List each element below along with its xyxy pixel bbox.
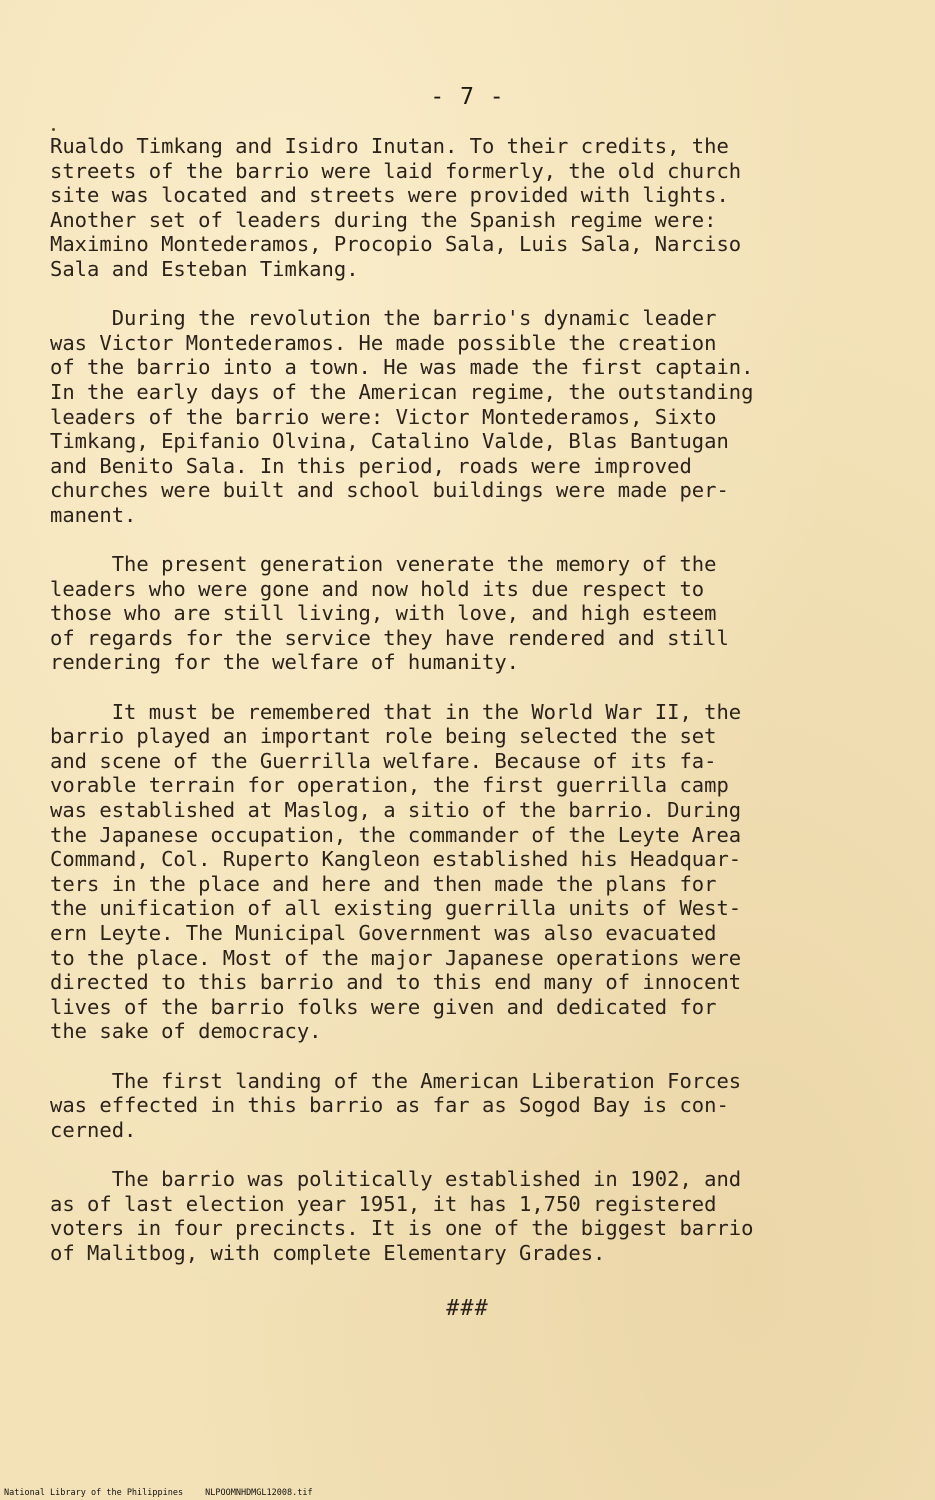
- paragraph-4: [50, 700, 900, 1044]
- text-line: rendering for the welfare of humanity.: [50, 650, 519, 675]
- text-line: leaders of the barrio were: Victor Montederamos, Sixto: [50, 404, 717, 429]
- text-line: to the place. Most of the major Japanese operations were: [50, 945, 742, 970]
- footer: [4, 1488, 335, 1498]
- text-line: Another set of leaders during the Spanish regime were:: [50, 207, 717, 232]
- text-line: barrio played an important role being selected the set: [50, 724, 717, 749]
- text-line: site was located and streets were provided with lights.: [50, 183, 729, 208]
- text-line: was Victor Montederamos. He made possible the creation: [50, 330, 717, 355]
- text-line: was established at Maslog, a sitio of the barrio. During: [50, 798, 742, 823]
- text-line: and scene of the Guerrilla welfare. Because of its fa-: [50, 748, 717, 773]
- text-line: leaders who were gone and now hold its due respect to: [50, 576, 705, 601]
- text-line: and Benito Sala. In this period, roads were improved: [50, 453, 692, 478]
- text-line: the unification of all existing guerrilla units of West-: [50, 896, 742, 921]
- text-line: cerned.: [50, 1117, 137, 1142]
- text-line: those who are still living, with love, and high esteem: [50, 601, 717, 626]
- text-line: The barrio was politically established in 1902, and: [50, 1166, 742, 1191]
- text-line: Rualdo Timkang and Isidro Inutan. To their credits, the: [50, 134, 729, 158]
- end-mark: ###: [446, 1296, 489, 1321]
- text-line: Command, Col. Ruperto Kangleon established his Headquar-: [50, 847, 742, 872]
- footer-library: National Library of the Philippines: [4, 1488, 184, 1498]
- text-line: directed to this barrio and to this end many of innocent: [50, 970, 742, 995]
- text-line: Maximino Montederamos, Procopio Sala, Luis Sala, Narciso: [50, 232, 742, 257]
- paragraph-2: [50, 306, 900, 527]
- text-line: Sala and Esteban Timkang.: [50, 256, 359, 281]
- text-line: of Malitbog, with complete Elementary Grades.: [50, 1240, 606, 1265]
- text-line: The present generation venerate the memory of the: [50, 552, 717, 577]
- text-line: streets of the barrio were laid formerly, the old church: [50, 158, 742, 183]
- paragraph-5: [50, 1069, 900, 1143]
- text-line: of the barrio into a town. He was made the first captain.: [50, 355, 754, 380]
- text-line: the Japanese occupation, the commander of the Leyte Area: [50, 822, 742, 847]
- text-line: churches were built and school buildings were made per-: [50, 478, 729, 503]
- ink-speck: [52, 128, 55, 131]
- text-line: Timkang, Epifanio Olvina, Catalino Valde, Blas Bantugan: [50, 429, 729, 454]
- paragraph-6: [50, 1167, 900, 1265]
- text-line: It must be remembered that in the World War II, the: [50, 699, 742, 724]
- text-line: of regards for the service they have rendered and still: [50, 625, 729, 650]
- text-line: ters in the place and here and then made the plans for: [50, 871, 717, 896]
- text-line: manent.: [50, 502, 137, 527]
- text-line: In the early days of the American regime, the outstanding: [50, 379, 754, 404]
- text-line: vorable terrain for operation, the first guerrilla camp: [50, 773, 729, 798]
- text-line: the sake of democracy.: [50, 1019, 322, 1044]
- document-body: [50, 134, 900, 1265]
- text-line: During the revolution the barrio's dynamic leader: [50, 306, 717, 331]
- paragraph-3: [50, 552, 900, 675]
- paragraph-1: [50, 134, 900, 282]
- text-line: as of last election year 1951, it has 1,750 registered: [50, 1191, 717, 1216]
- text-line: The first landing of the American Liberation Forces: [50, 1068, 742, 1093]
- footer-filename: NLPOOMNHDMGL12008.tif: [205, 1488, 313, 1498]
- text-line: voters in four precincts. It is one of the biggest barrio: [50, 1216, 754, 1241]
- text-line: ern Leyte. The Municipal Government was also evacuated: [50, 921, 717, 945]
- page-number: - 7 -: [430, 84, 505, 110]
- text-line: lives of the barrio folks were given and dedicated for: [50, 994, 717, 1019]
- text-line: was effected in this barrio as far as Sogod Bay is con-: [50, 1093, 729, 1118]
